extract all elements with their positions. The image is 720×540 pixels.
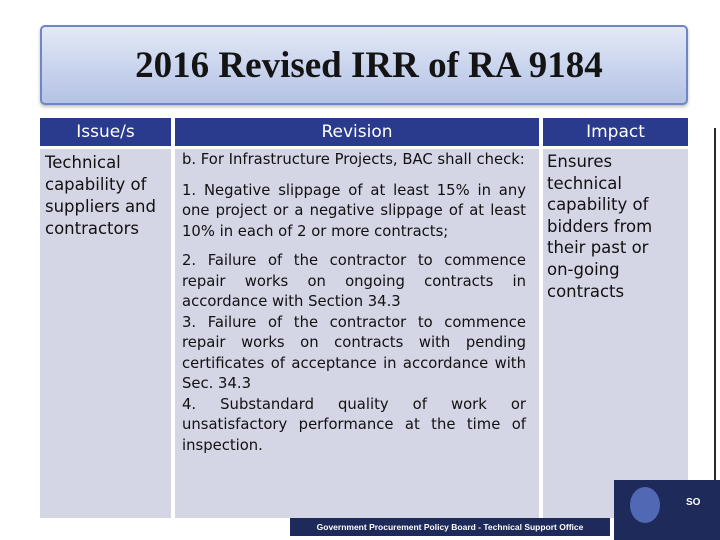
issue-line: Technical <box>45 153 121 172</box>
revision-cell <box>175 149 539 518</box>
footer-text: Government Procurement Policy Board - Technical Support Office <box>316 522 584 532</box>
header-impact: Impact <box>543 118 688 146</box>
impact-line: their past or <box>547 238 649 258</box>
revision-intro: b. For Infrastructure Projects, BAC shall check: <box>182 151 525 168</box>
issue-line: suppliers and <box>45 197 156 216</box>
footer-bar <box>290 518 610 536</box>
impact-line: contracts <box>547 281 625 301</box>
slide-title: 2016 Revised IRR of RA 9184 <box>135 44 603 86</box>
title-banner <box>40 25 688 105</box>
impact-line: technical <box>547 173 622 193</box>
revision-item-1: 1. Negative slippage of at least 15% in any one project or a negative slippage of at least 10% in each of 2 or more contracts; <box>182 181 526 240</box>
issue-cell <box>40 149 171 518</box>
impact-line: on-going <box>547 259 620 279</box>
logo-label: SO <box>686 497 701 508</box>
issue-line: capability of <box>45 175 147 194</box>
revision-item-4: 4. Substandard quality of work or unsatisfactory performance at the time of inspection. <box>182 395 526 454</box>
revision-table <box>40 118 688 518</box>
slide-edge-divider <box>714 128 716 512</box>
impact-line: capability of <box>547 195 649 215</box>
impact-line: bidders from <box>547 216 653 236</box>
impact-cell <box>543 149 688 518</box>
issue-line: contractors <box>45 219 140 238</box>
seal-icon <box>630 487 660 523</box>
impact-line: Ensures <box>547 152 613 171</box>
header-issue: Issue/s <box>40 118 171 146</box>
revision-item-3: 3. Failure of the contractor to commence repair works on contracts with pending certificates of acceptance in accordance with Sec. 34.3 <box>182 313 526 392</box>
header-revision: Revision <box>175 118 539 146</box>
revision-item-2: 2. Failure of the contractor to commence repair works on ongoing contracts in accordance with Section 34.3 <box>182 252 526 310</box>
